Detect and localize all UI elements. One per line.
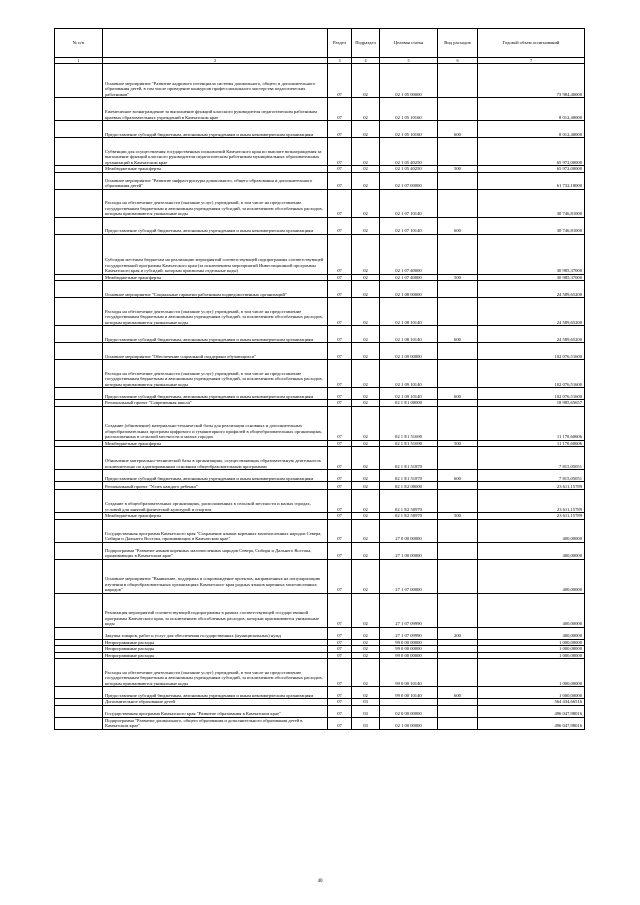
row-index xyxy=(55,298,103,326)
column-number: 7 xyxy=(478,58,585,64)
table-row xyxy=(55,717,585,729)
row-target-article: 02 0 00 00000 xyxy=(380,705,438,717)
row-target-article: 27 1 07 09990 xyxy=(380,593,438,627)
row-amount: 400,00000 xyxy=(478,542,585,559)
row-name: Межбюджетные трансферты xyxy=(103,166,328,173)
row-amount: 65 972,00000 xyxy=(478,166,585,173)
row-razdel: 07 xyxy=(328,513,352,520)
row-amount: 23 611,15789 xyxy=(478,513,585,520)
column-number: 6 xyxy=(438,58,478,64)
row-amount: 30 746,81000 xyxy=(478,189,585,217)
table-row xyxy=(55,705,585,717)
row-podrazdel: 02 xyxy=(352,406,380,440)
row-target-article: 02 1 07 10140 xyxy=(380,217,438,234)
row-index xyxy=(55,559,103,593)
row-podrazdel: 02 xyxy=(352,121,380,138)
row-podrazdel: 02 xyxy=(352,388,380,400)
row-amount: 7 815,05051 xyxy=(478,470,585,482)
row-index xyxy=(55,98,103,121)
row-expense-type xyxy=(438,281,478,298)
row-target-article: 02 1 07 10140 xyxy=(380,189,438,217)
row-podrazdel: 02 xyxy=(352,447,380,470)
row-expense-type: 500 xyxy=(438,513,478,520)
row-target-article: 02 1 Е2 50970 xyxy=(380,513,438,520)
row-name: Основное мероприятие "Развитие инфраструктуры дошкольного, общего образования и дополнительного образования детей" xyxy=(103,172,328,189)
row-index xyxy=(55,406,103,440)
row-podrazdel: 03 xyxy=(352,705,380,717)
row-razdel: 07 xyxy=(328,121,352,138)
table-row xyxy=(55,447,585,470)
row-name: Предоставление субсидий бюджетным, автономным учреждениям и иным некоммерческим организациям xyxy=(103,121,328,138)
header-target-article: Целевая статья xyxy=(380,29,438,58)
page-number: 40 xyxy=(317,879,323,884)
row-expense-type: 500 xyxy=(438,274,478,281)
row-razdel: 07 xyxy=(328,217,352,234)
row-amount: 30 985,37000 xyxy=(478,234,585,274)
row-target-article: 02 1 09 00000 xyxy=(380,343,438,360)
row-target-article: 02 1 05 40250 xyxy=(380,166,438,173)
row-amount: 564 434,66516 xyxy=(478,699,585,706)
row-podrazdel: 02 xyxy=(352,490,380,513)
row-razdel: 07 xyxy=(328,440,352,447)
row-amount: 65 972,00000 xyxy=(478,138,585,166)
row-amount: 11 170,60606 xyxy=(478,406,585,440)
row-podrazdel: 02 xyxy=(352,98,380,121)
row-podrazdel: 02 xyxy=(352,274,380,281)
table-row xyxy=(55,121,585,138)
row-expense-type xyxy=(438,659,478,687)
row-amount: 1 000,00000 xyxy=(478,659,585,687)
row-target-article: 02 1 09 10140 xyxy=(380,360,438,388)
table-row xyxy=(55,298,585,326)
row-index xyxy=(55,659,103,687)
row-amount: 1 000,00000 xyxy=(478,646,585,653)
row-podrazdel: 02 xyxy=(352,646,380,653)
table-row xyxy=(55,217,585,234)
row-podrazdel: 03 xyxy=(352,717,380,729)
row-expense-type xyxy=(438,298,478,326)
row-target-article: 99 0 00 10140 xyxy=(380,659,438,687)
row-podrazdel: 02 xyxy=(352,138,380,166)
row-name: Расходы на обеспечение деятельности (оказание услуг) учреждений, в том числе на предоставление государственным бюджетным и автономным учреждениям субсидий, за исключением обособленных расходов, которым присваиваются уникальные коды xyxy=(103,360,328,388)
row-target-article: 02 1 05 00000 xyxy=(380,64,438,98)
row-razdel: 07 xyxy=(328,542,352,559)
row-amount: 18 985,65657 xyxy=(478,400,585,407)
row-index xyxy=(55,593,103,627)
row-name: Региональный проект "Успех каждого ребенка" xyxy=(103,482,328,490)
row-name: Закупка товаров, работ и услуг для обеспечения государственных (муниципальных) нужд xyxy=(103,627,328,639)
row-expense-type xyxy=(438,234,478,274)
row-expense-type: 600 xyxy=(438,388,478,400)
row-amount: 23 611,15789 xyxy=(478,482,585,490)
row-index xyxy=(55,64,103,98)
table-row xyxy=(55,519,585,542)
row-podrazdel: 02 xyxy=(352,326,380,343)
row-name: Межбюджетные трансферты xyxy=(103,440,328,447)
row-expense-type: 500 xyxy=(438,440,478,447)
row-podrazdel: 02 xyxy=(352,343,380,360)
row-podrazdel: 02 xyxy=(352,470,380,482)
row-amount: 8 012,40000 xyxy=(478,98,585,121)
row-amount: 24 589,65200 xyxy=(478,326,585,343)
row-index xyxy=(55,470,103,482)
header-razdel: Раздел xyxy=(328,29,352,58)
row-expense-type: 600 xyxy=(438,687,478,699)
row-razdel: 07 xyxy=(328,490,352,513)
row-name: Создание (обновление) материально-технической базы для реализации основных и дополнительных общеобразовательных программ цифрового и гуманитарного профилей в общеобразовательных организациях, расположенных в сельской местности и малых городах xyxy=(103,406,328,440)
row-amount: 23 611,15789 xyxy=(478,490,585,513)
row-podrazdel: 02 xyxy=(352,234,380,274)
row-name: Основное мероприятие "Обеспечение социальной поддержки обучающихся" xyxy=(103,343,328,360)
row-amount: 102 076,51600 xyxy=(478,360,585,388)
row-razdel: 07 xyxy=(328,447,352,470)
row-name: Обновление материально-технической базы в организациях, осуществляющих образовательную деятельность исключительно по адаптированным основным общеобразовательным программам xyxy=(103,447,328,470)
row-name: Региональный проект "Современная школа" xyxy=(103,400,328,407)
row-index xyxy=(55,627,103,639)
row-target-article: 27 1 00 00000 xyxy=(380,542,438,559)
row-name: Реализация мероприятий соответствующей подпрограммы в рамках соответствующей государственной программы Камчатского края, за исключением обособленных расходов, которым присваиваются уникальные коды xyxy=(103,593,328,627)
row-name: Предоставление субсидий бюджетным, автономным учреждениям и иным некоммерческим организациям xyxy=(103,470,328,482)
row-razdel: 07 xyxy=(328,172,352,189)
row-podrazdel: 02 xyxy=(352,639,380,646)
row-amount: 11 170,60606 xyxy=(478,440,585,447)
row-expense-type: 600 xyxy=(438,121,478,138)
row-name: Субвенции для осуществления государственных полномочий Камчатского края по выплате вознаграждения за выполнение функций классного руководителя педагогическим работникам муниципальных образовательных организаций в Камчатском крае xyxy=(103,138,328,166)
row-name: Расходы на обеспечение деятельности (оказание услуг) учреждений, в том числе на предоставление государственным бюджетным и автономным учреждениям субсидий, за исключением обособленных расходов, которым присваиваются уникальные коды xyxy=(103,189,328,217)
header-expense-type: Вид расходов xyxy=(438,29,478,58)
row-razdel: 07 xyxy=(328,388,352,400)
row-podrazdel: 03 xyxy=(352,699,380,706)
row-name: Предоставление субсидий бюджетным, автономным учреждениям и иным некоммерческим организациям xyxy=(103,217,328,234)
row-amount: 496 047,98016 xyxy=(478,717,585,729)
row-index xyxy=(55,447,103,470)
row-podrazdel: 02 xyxy=(352,559,380,593)
row-target-article: 02 1 05 40250 xyxy=(380,138,438,166)
row-index xyxy=(55,189,103,217)
table-header-row xyxy=(55,29,585,58)
table-row xyxy=(55,482,585,490)
row-expense-type xyxy=(438,343,478,360)
row-amount: 30 746,81000 xyxy=(478,217,585,234)
row-name: Государственная программа Камчатского края "Сохранение языков коренных малочисленных народов Севера, Сибири и Дальнего Востока, проживающих в Камчатском крае" xyxy=(103,519,328,542)
row-amount: 1 000,00000 xyxy=(478,652,585,659)
row-expense-type: 200 xyxy=(438,627,478,639)
row-name: Основное мероприятие "Развитие кадрового потенциала системы дошкольного, общего и дополнительного образования детей, в том числе проведение конкурсов профессионального мастерства педагогических работников" xyxy=(103,64,328,98)
row-name: Предоставление субсидий бюджетным, автономным учреждениям и иным некоммерческим организациям xyxy=(103,687,328,699)
row-index xyxy=(55,542,103,559)
row-target-article: 99 0 00 00000 xyxy=(380,639,438,646)
column-number: 2 xyxy=(103,58,328,64)
row-podrazdel: 02 xyxy=(352,652,380,659)
row-razdel: 07 xyxy=(328,699,352,706)
row-razdel: 07 xyxy=(328,298,352,326)
row-razdel: 07 xyxy=(328,166,352,173)
table-row xyxy=(55,98,585,121)
header-podrazdel: Подраздел xyxy=(352,29,380,58)
table-row xyxy=(55,406,585,440)
row-razdel: 07 xyxy=(328,717,352,729)
row-target-article: 02 1 05 10160 xyxy=(380,121,438,138)
row-amount: 24 589,65200 xyxy=(478,281,585,298)
row-podrazdel: 02 xyxy=(352,659,380,687)
row-razdel: 07 xyxy=(328,189,352,217)
row-name: Подпрограмма "Развитие языков коренных малочисленных народов Севера, Сибири и Дальнего Востока, проживающих в Камчатском крае" xyxy=(103,542,328,559)
row-expense-type xyxy=(438,98,478,121)
column-number: 5 xyxy=(380,58,438,64)
row-podrazdel: 02 xyxy=(352,593,380,627)
row-expense-type xyxy=(438,64,478,98)
row-target-article: 02 1 08 10140 xyxy=(380,326,438,343)
row-index xyxy=(55,717,103,729)
table-row xyxy=(55,542,585,559)
table-row xyxy=(55,388,585,400)
row-razdel: 07 xyxy=(328,470,352,482)
row-index xyxy=(55,490,103,513)
row-name: Ежемесячное вознаграждение за выполнение функций классного руководителя педагогическим работникам краевых образовательных учреждений в Камчатском крае xyxy=(103,98,328,121)
row-razdel: 07 xyxy=(328,64,352,98)
row-razdel: 07 xyxy=(328,482,352,490)
row-amount: 7 815,05051 xyxy=(478,447,585,470)
row-name: Межбюджетные трансферты xyxy=(103,274,328,281)
row-name: Государственная программа Камчатского края "Развитие образования в Камчатском крае" xyxy=(103,705,328,717)
row-name: Непрограммные расходы xyxy=(103,639,328,646)
row-amount: 400,00000 xyxy=(478,519,585,542)
row-index xyxy=(55,326,103,343)
table-row xyxy=(55,593,585,627)
table-row xyxy=(55,343,585,360)
row-razdel: 07 xyxy=(328,659,352,687)
row-razdel: 07 xyxy=(328,400,352,407)
row-podrazdel: 02 xyxy=(352,281,380,298)
row-razdel: 07 xyxy=(328,281,352,298)
row-podrazdel: 02 xyxy=(352,172,380,189)
row-podrazdel: 02 xyxy=(352,217,380,234)
table-row xyxy=(55,326,585,343)
row-razdel: 07 xyxy=(328,98,352,121)
row-name: Подпрограмма "Развитие дошкольного, общего образования и дополнительного образования детей в Камчатском крае" xyxy=(103,717,328,729)
row-amount: 61 732,18000 xyxy=(478,172,585,189)
table-row xyxy=(55,172,585,189)
row-expense-type xyxy=(438,138,478,166)
row-target-article: 02 1 07 00000 xyxy=(380,172,438,189)
row-name: Основное мероприятие "Социальные гарантии работникам подведомственных организаций" xyxy=(103,281,328,298)
row-index xyxy=(55,121,103,138)
row-amount: 400,00000 xyxy=(478,559,585,593)
row-razdel: 07 xyxy=(328,652,352,659)
row-razdel: 07 xyxy=(328,343,352,360)
row-name: Основное мероприятие "Выявление, поддержка и сопровождение проектов, направленных на популяризацию изучения в общеобразовательных организациях Камчатского края родных языков коренных малочисленных народов" xyxy=(103,559,328,593)
row-amount: 1 000,00000 xyxy=(478,687,585,699)
column-number: 3 xyxy=(328,58,352,64)
row-amount: 496 047,98016 xyxy=(478,705,585,717)
row-expense-type xyxy=(438,559,478,593)
row-name: Субсидии местным бюджетам на реализацию мероприятий соответствующей подпрограммы соответствующей государственной программы Камчатского края (за исключением мероприятий Инвестиционной программы Камчатского края и субсидий, которым присвоены отдельные коды) xyxy=(103,234,328,274)
row-podrazdel: 02 xyxy=(352,400,380,407)
row-podrazdel: 02 xyxy=(352,298,380,326)
row-razdel: 07 xyxy=(328,705,352,717)
row-target-article: 27 1 07 00000 xyxy=(380,559,438,593)
table-row xyxy=(55,281,585,298)
row-expense-type xyxy=(438,519,478,542)
row-target-article: 02 1 05 10160 xyxy=(380,98,438,121)
row-amount: 102 076,51600 xyxy=(478,388,585,400)
row-target-article: 02 1 Е2 50970 xyxy=(380,490,438,513)
row-target-article: 02 1 Е1 51690 xyxy=(380,440,438,447)
row-podrazdel: 02 xyxy=(352,687,380,699)
row-index xyxy=(55,482,103,490)
row-name: Межбюджетные трансферты xyxy=(103,513,328,520)
table-row xyxy=(55,138,585,166)
row-target-article: 02 1 00 00000 xyxy=(380,717,438,729)
row-amount: 400,00000 xyxy=(478,627,585,639)
row-index xyxy=(55,388,103,400)
row-target-article: 02 1 Е1 51870 xyxy=(380,447,438,470)
row-expense-type xyxy=(438,705,478,717)
table-row xyxy=(55,687,585,699)
row-name: Создание в общеобразовательных организациях, расположенных в сельской местности и малых городах, условий для занятий физической культурой и спортом xyxy=(103,490,328,513)
row-name: Расходы на обеспечение деятельности (оказание услуг) учреждений, в том числе на предоставление государственным бюджетным и автономным учреждениям субсидий, за исключением обособленных расходов, которым присваиваются уникальные коды xyxy=(103,659,328,687)
row-razdel: 07 xyxy=(328,234,352,274)
row-amount: 8 012,40000 xyxy=(478,121,585,138)
row-expense-type: 600 xyxy=(438,217,478,234)
row-podrazdel: 02 xyxy=(352,360,380,388)
row-amount: 24 589,65200 xyxy=(478,298,585,326)
row-index xyxy=(55,217,103,234)
row-razdel: 07 xyxy=(328,627,352,639)
row-expense-type xyxy=(438,406,478,440)
table-row xyxy=(55,189,585,217)
row-expense-type xyxy=(438,542,478,559)
table-row xyxy=(55,470,585,482)
row-target-article: 02 1 07 40000 xyxy=(380,234,438,274)
row-target-article: 02 1 Е2 00000 xyxy=(380,482,438,490)
row-expense-type: 500 xyxy=(438,166,478,173)
row-razdel: 07 xyxy=(328,646,352,653)
row-target-article: 99 0 00 10140 xyxy=(380,687,438,699)
row-amount: 1 000,00000 xyxy=(478,639,585,646)
row-podrazdel: 02 xyxy=(352,166,380,173)
row-index xyxy=(55,519,103,542)
table-row xyxy=(55,490,585,513)
row-target-article: 27 0 00 00000 xyxy=(380,519,438,542)
row-podrazdel: 02 xyxy=(352,64,380,98)
row-expense-type xyxy=(438,189,478,217)
row-target-article: 99 0 00 00000 xyxy=(380,652,438,659)
row-expense-type xyxy=(438,593,478,627)
row-expense-type xyxy=(438,447,478,470)
row-name: Предоставление субсидий бюджетным, автономным учреждениям и иным некоммерческим организациям xyxy=(103,326,328,343)
row-index xyxy=(55,138,103,166)
row-target-article: 02 1 07 40000 xyxy=(380,274,438,281)
row-index xyxy=(55,343,103,360)
row-razdel: 07 xyxy=(328,639,352,646)
row-amount: 73 984,40000 xyxy=(478,64,585,98)
table-row xyxy=(55,559,585,593)
header-name xyxy=(103,29,328,58)
row-name: Расходы на обеспечение деятельности (оказание услуг) учреждений, в том числе на предоставление государственным бюджетным и автономным учреждениям субсидий, за исключением обособленных расходов, которым присваиваются уникальные коды xyxy=(103,298,328,326)
row-name: Непрограммные расходы xyxy=(103,652,328,659)
row-name: Дополнительное образование детей xyxy=(103,699,328,706)
row-index xyxy=(55,360,103,388)
row-target-article: 02 1 08 00000 xyxy=(380,281,438,298)
row-razdel: 07 xyxy=(328,274,352,281)
row-expense-type: 600 xyxy=(438,326,478,343)
row-target-article: 02 1 Е1 00000 xyxy=(380,400,438,407)
row-razdel: 07 xyxy=(328,360,352,388)
row-expense-type xyxy=(438,482,478,490)
row-podrazdel: 02 xyxy=(352,627,380,639)
header-num: № п/п xyxy=(55,29,103,58)
row-index xyxy=(55,705,103,717)
row-podrazdel: 02 xyxy=(352,189,380,217)
row-index xyxy=(55,687,103,699)
row-name: Непрограммные расходы xyxy=(103,646,328,653)
budget-table xyxy=(54,28,585,730)
row-podrazdel: 02 xyxy=(352,542,380,559)
row-amount: 102 076,51600 xyxy=(478,343,585,360)
row-podrazdel: 02 xyxy=(352,440,380,447)
row-razdel: 07 xyxy=(328,687,352,699)
table-row xyxy=(55,659,585,687)
row-target-article: 02 1 Е1 51690 xyxy=(380,406,438,440)
row-razdel: 07 xyxy=(328,519,352,542)
row-target-article: 02 1 09 10140 xyxy=(380,388,438,400)
row-amount: 400,00000 xyxy=(478,593,585,627)
row-razdel: 07 xyxy=(328,326,352,343)
row-name: Предоставление субсидий бюджетным, автономным учреждениям и иным некоммерческим организациям xyxy=(103,388,328,400)
row-target-article: 02 1 08 10140 xyxy=(380,298,438,326)
row-podrazdel: 02 xyxy=(352,482,380,490)
row-index xyxy=(55,172,103,189)
row-razdel: 07 xyxy=(328,406,352,440)
table-row xyxy=(55,64,585,98)
row-expense-type xyxy=(438,172,478,189)
header-annual-amount: Годовой объем ассигнований xyxy=(478,29,585,58)
column-number: 4 xyxy=(352,58,380,64)
column-number: 1 xyxy=(55,58,103,64)
row-index xyxy=(55,281,103,298)
row-podrazdel: 02 xyxy=(352,513,380,520)
row-razdel: 07 xyxy=(328,138,352,166)
row-razdel: 07 xyxy=(328,559,352,593)
row-index xyxy=(55,234,103,274)
row-target-article: 27 1 07 09990 xyxy=(380,627,438,639)
row-expense-type xyxy=(438,717,478,729)
row-expense-type xyxy=(438,490,478,513)
row-target-article: 02 1 Е1 51870 xyxy=(380,470,438,482)
row-amount: 30 985,37000 xyxy=(478,274,585,281)
table-row xyxy=(55,627,585,639)
row-expense-type xyxy=(438,360,478,388)
table-row xyxy=(55,234,585,274)
row-expense-type: 600 xyxy=(438,470,478,482)
table-row xyxy=(55,360,585,388)
row-target-article: 99 0 00 00000 xyxy=(380,646,438,653)
row-podrazdel: 02 xyxy=(352,519,380,542)
row-razdel: 07 xyxy=(328,593,352,627)
